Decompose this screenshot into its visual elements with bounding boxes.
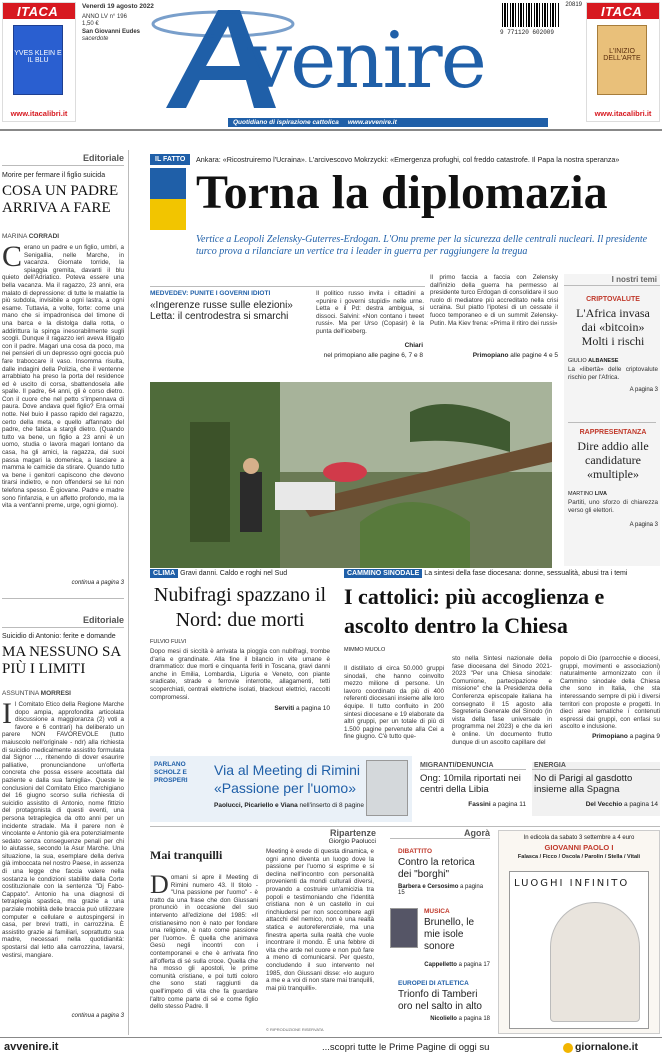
ref-page: a pagina 18 xyxy=(456,1016,490,1022)
ripartenze-credit: © RIPRODUZIONE RISERVATA xyxy=(266,1027,324,1032)
ref-label: Primopiano xyxy=(592,733,628,740)
dropcap: I xyxy=(2,701,12,730)
masthead-tagline: Quotidiano di ispirazione cattolica www.avvenire.it xyxy=(228,118,548,127)
temi-ref[interactable]: A pagina 3 xyxy=(629,522,658,529)
author-last: LIVA xyxy=(594,491,607,497)
editoriale-kicker: Morire per fermare il figlio suicida xyxy=(2,172,106,179)
author-last: CORRADI xyxy=(28,233,60,240)
meeting-title1: Via al Meeting di Rimini xyxy=(214,762,361,778)
clima-body: Dopo mesi di siccità è arrivata la pioggia con nubifragi, trombe d'aria e grandinate. Alla fine il bilancio in vite umane è drammatico: due morti e cinquanta feriti in Toscana, gravi danni anche in Emilia, Lombardia, Liguria e Veneto, con piante sradicate, strade e ferrovie interrotte, allagamenti, tetti scoperchiati, centrali elettriche isolati, blackout elettrici, raccolti compromessi. xyxy=(150,648,330,701)
lead-col2-ref[interactable] xyxy=(473,352,558,359)
temi-body: Partiti, uno sforzo di chiarezza verso gli elettori. xyxy=(568,499,658,514)
clima-header xyxy=(150,569,330,578)
ref-names: Nicoliello xyxy=(430,1016,457,1022)
temi-divider xyxy=(568,422,656,423)
itaca-logo: ITACA xyxy=(3,3,75,19)
saint: San Giovanni Eudes xyxy=(82,28,141,35)
editoriale-label: Editoriale xyxy=(2,615,124,628)
footer-text: ...scopri tutte le Prime Pagine di oggi su xyxy=(322,1042,490,1053)
ripartenze[interactable] xyxy=(150,828,376,1038)
clima-author: FULVIO FULVI xyxy=(150,639,187,645)
clima-tag: CLIMA xyxy=(150,569,178,578)
author-first: MARTINO xyxy=(568,491,595,497)
agora-label: Agorà xyxy=(390,828,490,839)
agora-item[interactable] xyxy=(424,908,490,953)
temi-body: La «libertà» delle criptovalute rischio per l'Africa. xyxy=(568,366,658,381)
barcode-num: 9 771120 602009 xyxy=(500,29,555,36)
promo-box[interactable] xyxy=(498,830,660,1034)
ref-page: nell'inserto di 8 pagine xyxy=(297,802,364,809)
promo-authors: Falasca / Ficco / Oscola / Parolin / Stella / Vitali xyxy=(517,854,641,860)
author-first: ASSUNTINA xyxy=(2,690,41,697)
temi-item[interactable] xyxy=(568,429,658,528)
agora-title: Brunello, le mie isole sonore xyxy=(424,917,475,952)
author-first: MARINA xyxy=(2,233,29,240)
author-last: ALBANESE xyxy=(588,358,619,364)
temi-label: I nostri temi xyxy=(564,274,660,286)
ref-names: Cappelletto xyxy=(424,962,457,968)
masthead-text: venire xyxy=(248,16,485,106)
footer-brand[interactable]: giornalone.it xyxy=(575,1041,638,1053)
ripartenze-col1 xyxy=(150,874,258,1034)
meeting-ref[interactable] xyxy=(214,802,364,809)
libia-title: Ong: 10mila riportati nei centri della Libia xyxy=(420,773,521,795)
storm-photo-svg xyxy=(150,382,552,568)
temi-author xyxy=(568,491,658,497)
itaca-book-cover xyxy=(13,25,63,95)
lead-col2[interactable] xyxy=(430,274,558,364)
price: 1,50 € xyxy=(82,21,99,27)
pope-portrait xyxy=(550,902,640,1022)
ripartenze-author: Giorgio Paolucci xyxy=(328,838,376,845)
energia-ref[interactable] xyxy=(532,801,660,808)
ref-label: Primopiano xyxy=(472,352,509,359)
agora-title: Contro la retorica dei "borghi" xyxy=(398,857,475,880)
editoriale-title: COSA UN PADRE ARRIVA A FARE xyxy=(2,183,119,216)
itaca-ad-right[interactable] xyxy=(586,2,660,122)
author-last: MORRESI xyxy=(40,690,71,697)
dropcap: C xyxy=(2,244,23,273)
ref-page: a pagina 15 xyxy=(398,884,484,896)
sinodo-col1: Il distillato di circa 50.000 gruppi sinodali, che hanno coinvolto mezzo milione di persone. Un lavoro coordinato da più di 400 referenti diocesani insieme alle loro équipe. Il tutto confluito in 200 sintesi diocesane e 19 elaborate da altri gruppi, per un totale di più di 1.500 pagine pervenute alla Cei a fine giugno. C'è tutto que- xyxy=(344,665,444,741)
libia-tag: MIGRANTI/DENUNCIA xyxy=(420,762,526,770)
sinodo-title: I cattolici: più accoglienza e ascolto dentro la Chiesa xyxy=(344,584,605,638)
agora-tag: EUROPEI DI ATLETICA xyxy=(398,980,469,987)
lead-col2-text: Il primo faccia a faccia con Zelensky dall'inizio della guerra ha permesso al presidente turco Erdogan di consolidare il suo ruolo di mediatore più accreditato nella crisi ucraina. Sul piatto l'ipotesi di un cessate il fuoco temporaneo e di un summit Zelensky-Putin. Ma Kiev frena: «Prima il ritiro dei russi» xyxy=(430,274,558,327)
agora-thumb xyxy=(390,908,418,948)
medvedev-title1: «Ingerenze russe sulle elezioni» xyxy=(150,300,293,311)
storm-photo[interactable] xyxy=(150,382,552,568)
ref-page: a pagina 14 xyxy=(622,801,658,808)
barcode-bars xyxy=(502,3,560,27)
temi-ref[interactable]: A pagina 3 xyxy=(629,387,658,394)
date: Venerdì 19 agosto 2022 xyxy=(82,3,154,10)
masthead-logo[interactable] xyxy=(148,4,528,116)
giornalone-icon xyxy=(563,1043,573,1053)
agora[interactable] xyxy=(390,828,490,1038)
lead-section[interactable] xyxy=(150,154,660,276)
medvedev-tag: MEDVEDEV: PUNITE I GOVERNI IDIOTI xyxy=(150,286,425,297)
agora-ref[interactable] xyxy=(398,962,490,968)
footer xyxy=(0,1037,662,1057)
ref-name: Serviti xyxy=(274,705,295,713)
medvedev-title2: Letta: il centrodestra si smarchi xyxy=(150,311,289,322)
barcode xyxy=(500,2,582,38)
itaca-url[interactable]: www.itacalibri.it xyxy=(10,109,68,118)
temi-author xyxy=(568,358,658,364)
divider xyxy=(2,598,124,599)
ref-name: Del Vecchio xyxy=(585,801,623,808)
editoriale-title: MA NESSUNO SA PIÙ I LIMITI xyxy=(2,644,121,677)
barcode-top: 20819 xyxy=(565,2,582,8)
ref-page: a pagina 11 xyxy=(490,801,526,808)
medvedev-author: Chiari xyxy=(404,342,423,349)
continua[interactable]: continua a pagina 3 xyxy=(71,580,124,586)
sinodo-story[interactable] xyxy=(344,569,660,746)
agora-title: Trionfo di Tamberi oro nel salto in alto xyxy=(398,989,482,1012)
editoriale-2[interactable] xyxy=(2,615,124,1033)
ripartenze-label: Ripartenze xyxy=(329,828,376,838)
energia-title: No di Parigi al gasdotto insieme alla Spagna xyxy=(534,773,633,795)
promo-cover xyxy=(509,871,649,1029)
nostri-temi[interactable] xyxy=(564,274,660,566)
clima-kicker: Gravi danni. Caldo e roghi nel Sud xyxy=(180,570,288,577)
agora-ref[interactable] xyxy=(398,884,490,896)
itaca-book-cover-right xyxy=(597,25,647,95)
book-title-right: L'INIZIO DELL'ARTE xyxy=(603,48,641,62)
column-divider xyxy=(128,150,129,1035)
clima-ref[interactable] xyxy=(150,705,330,712)
promo-magazine: LUOGHI INFINITO xyxy=(514,878,630,889)
ref-names: Paolucci, Picariello e Viana xyxy=(214,802,298,809)
saint-role: sacerdote xyxy=(82,36,109,42)
libia-ref[interactable] xyxy=(420,801,526,808)
agora-tag: MUSICA xyxy=(424,908,450,915)
clima-story[interactable] xyxy=(150,569,330,739)
sinodo-col2: sto nella Sintesi nazionale della fase diocesana del Sinodo 2021-2023 "Per una Chiesa sinodale: Comunione, partecipazione e missione" che la Presidenza della Conferenza episcopale italiana ha consegnato il 15 agosto alla Segreteria Generale del Sinodo (in vista della fase universale in programma nel 2023) e che da ieri è online. Un documento frutto dunque di un ascolto capillare del xyxy=(452,655,552,746)
editoriale-body xyxy=(2,244,124,578)
sinodo-col3: popolo di Dio (parrocchie e diocesi, gruppi, movimenti e associazioni) naturalmente armonizzato con il Cammino sinodale della Chiesa che sono in Italia, che sta interessando sempre di più i diversi territori con proposte e progetti. In dieci aree tematiche i contenuti espressi dai gruppi, con enfasi su ascolto e inclusione. xyxy=(560,655,660,731)
energia-box[interactable] xyxy=(532,762,660,816)
header-rule xyxy=(0,129,662,131)
ripartenze-title: Mai tranquilli xyxy=(150,848,223,862)
editoriale-author xyxy=(2,690,124,697)
ref-page: a pagina 9 xyxy=(627,733,660,740)
temi-title: Dire addio alle candidature «multiple» xyxy=(577,439,649,481)
temi-tag: RAPPRESENTANZA xyxy=(579,429,647,436)
editoriale-author xyxy=(2,233,124,240)
editoriale-1[interactable] xyxy=(2,153,124,591)
col1-text: omani si apre il Meeting di Rimini numero 43. Il titolo - "Una passione per l'uomo" - è tratto da una frase che don Giussani pronunciò in occasione del suo intervento all'edizione del 1985: «Il cristianesimo non è nato per fondare una religione, è nato come passione per l'uomo». È quella che animava Gesù negli incontri con i contemporanei e che è arrivata fino all'offerta di sé sulla croce. Quella che ha mosso gli apostoli, le prime comunità cristiane, e poi tutti coloro che sono stati raggiunti da quell'impeto di vita che fa guardare l'altro come parte di sé e come figlio dello stesso Padre. Il xyxy=(150,874,258,1011)
ref-pages: alle pagine 4 e 5 xyxy=(508,352,558,359)
itaca-logo-right: ITACA xyxy=(587,3,659,19)
temi-item[interactable] xyxy=(568,296,658,393)
meeting-box[interactable] xyxy=(150,756,412,822)
promo-name: GIOVANNI PAOLO I xyxy=(544,843,614,852)
energia-tag: ENERGIA xyxy=(532,762,660,770)
body-text: l Comitato Etico della Regione Marche dopo ampia, approfondita articolata discussione a maggioranza (2) voti a favore e 6 contrari) ha deliberato un parere NON FAVOREVOLE (tutto maiuscolo nell'originale - ndr) alla richiesta di suicidio medicalmente assistito formulata dal Signor …, ritenendo di dover esaurire palliative, pronunciandone un'offerta concreta che possa essere accettata dal paziente e dalla sua famiglia». Queste le conclusioni del Comitato Etico marchigiano del 16 giugno scorso sulla richiesta di suicidio assistito di Antonio, nome fittizio del protagonista di questi eventi, una persona tetraplegica da otto anni per un incidente stradale. Ma il parere non è vincolante e Antonio già era potenzialmente sedato senza conseguenze penali per chi lo aiutasse, secondo la Asur Marche. Una situazione, la sua, esemplare della deriva già imboccata nel nostro Paese, in assenza di una legge che faccia valere nella sostanza le condizioni stabilite dalla Corte costituzionale con la sentenza "Dj Fabo-Cappato". Antonio ha una diagnosi di tetraplegia spastica, ma grazie a una parziale mobilità delle braccia può utilizzare computer e cellulare e autospingersi in casa, per brevi tratti, in carrozzina. È assistito grazie ai familiari, soprattutto sua madre, necessari nella quotidianità: spostarsi dal letto alla carrozzina, lavarsi, vestirsi, mangiare. xyxy=(2,701,124,959)
agora-ref[interactable] xyxy=(398,1016,490,1022)
body-text: erano un padre e un figlio, umbri, a Senigallia, nelle Marche, in vacanza. Giornate torride, la spiaggia gremita, davanti il blu quieto dell'Adriatico. Poteva essere una bella vacanza. Ma il ragazzo, 23 anni, era malato di depressione: di tutte le malattie la più subdola, invisibile a ogni lastra, a ogni esame. Tuttavia, a volte, forte: come una mano che si impadronisca del timone di una barca e la distolga dalla rotta, o addirittura la spinga inesorabilmente sugli scogli. Dunque il ragazzo ieri aveva litigato con il padre. Magari una cosa da poco, ma nei pensieri di un depresso ogni goccia può fare traboccare il vaso. Insomma risulta, dalle indagini della Polizia, che il ventenne arrabbiato ha preso la porta del residence ed è uscito di corsa, sbattendosela alle spalle. Il padre, 64 anni, gli è corso dietro. Con il cuore che nel petto s'impennava di paura. Dove andava quel figlio? Era ormai notte. Nel buio il passo rapido del ragazzo, certo della meta, e quello affannato del padre, che fatica a stargli dietro. (Quando tutto va bene, un figlio a 23 anni è un uomo, studia o lavora magari lontano da casa, ha gli amici, la ragazza, dai suoi passa magari la domenica, a lasciare a mamma le camicie da stirare. Quando tutto va bene i genitori capiscono che devono tirarsi indietro, e non offendersi se lui non telefona spesso. È giovane. Padre e madre sono l'infanzia, e un affetto profondo, ma la vita a vent'anni preme, urge, ogni giorno). xyxy=(2,244,124,510)
strip-rule xyxy=(150,826,660,827)
itaca-url-right[interactable]: www.itacalibri.it xyxy=(594,109,652,118)
ripartenze-col2: Meeting è erede di questa dinamica, e ogni anno diventa un luogo dove la passione per l'uomo si esprime e si declina nell'incontro con personalità provenienti da mondi culturali diversi, provando a costruire un'amicizia tra popoli e testimoniando che l'identità cristiana non è un castello in cui rinchiudersi per non soccombere agli attacchi del nemico, non è una realtà statica e autoreferenziale, ma una finestra aperta sulla realtà che vuole incontrare il mondo. È una febbre di vita che arde nel cuore e non può fare a meno di comunicarsi. Per questo, concludendo il suo intervento nel 1985, don Giussani disse: «Io auguro a me e a voi di non stare mai tranquilli, mai più tranquilli». xyxy=(266,848,374,992)
book-title: YVES KLEIN E IL BLU xyxy=(14,50,62,64)
agora-item[interactable] xyxy=(398,980,490,1022)
il-fatto-tag: IL FATTO xyxy=(150,154,190,165)
medvedev-body: Il politico russo invita i cittadini a «punire i governi stupidi» nelle urne. Letta e il Pd: destra ambigua, si dissoci. Salvini: «Non contano i tweet russi». Ma per Urso (Copasir) è la punta dell'iceberg. xyxy=(316,290,424,335)
continua[interactable]: continua a pagina 3 xyxy=(71,1013,124,1019)
lead-subtitle: Vertice a Leopoli Zelensky-Guterres-Erdogan. L'Onu preme per la sicurezza delle centrali nucleari. Il presidente turco prova a rilanciare un vertice tra i leader in guerra per raggiungere la tregua xyxy=(196,234,648,257)
temi-title: L'Africa invasa dai «bitcoin» Molti i rischi xyxy=(576,306,650,348)
ukraine-flag xyxy=(150,168,186,230)
lead-title: Torna la diplomazia xyxy=(196,166,608,219)
editoriale-body xyxy=(2,701,124,1011)
dropcap: D xyxy=(150,874,169,899)
meeting-tag: PARLANO SCHOLZ E PROSPERI xyxy=(154,761,188,784)
editoriale-kicker: Suicidio di Antonio: ferite e domande xyxy=(2,633,116,640)
temi-tag: CRIPTOVALUTE xyxy=(586,296,640,303)
libia-box[interactable] xyxy=(420,762,526,816)
meeting-thumb xyxy=(366,760,408,816)
ref-page: a pagina 10 xyxy=(294,705,330,713)
sinodo-tag: CAMMINO SINODALE xyxy=(344,569,422,578)
medvedev-box[interactable] xyxy=(150,286,425,366)
agora-tag: DIBATTITO xyxy=(398,848,433,855)
lead-top-kicker: Ankara: «Ricostruiremo l'Ucraina». L'arcivescovo Mokrzycki: «Emergenza profughi, col freddo catastrofe. Il Papa la nostra speranza» xyxy=(196,155,620,164)
ref-names: Barbera e Cersosimo xyxy=(398,884,459,890)
sinodo-header xyxy=(344,569,660,578)
meeting-title2: «Passione per l'uomo» xyxy=(214,780,356,796)
footer-site[interactable]: avvenire.it xyxy=(4,1041,59,1053)
clima-title: Nubifragi spazzano il Nord: due morti xyxy=(153,584,327,631)
sinodo-kicker: La sintesi della fase diocesana: donne, sessualità, abusi tra i temi xyxy=(424,570,628,577)
author-first: GIULIO xyxy=(568,358,589,364)
anno: ANNO LV n° 196 xyxy=(82,13,127,20)
itaca-ad-left[interactable] xyxy=(2,2,76,122)
editoriale-label: Editoriale xyxy=(2,153,124,166)
sinodo-ref[interactable] xyxy=(592,733,660,740)
promo-line1: In edicola da sabato 3 settembre a 4 euro xyxy=(523,835,635,841)
sinodo-author: MIMMO MUOLO xyxy=(344,647,386,653)
agora-item[interactable] xyxy=(398,848,490,896)
ref-name: Fassini xyxy=(468,801,491,808)
ref-page: a pagina 17 xyxy=(456,962,490,968)
medvedev-ref[interactable]: nel primopiano alle pagine 6, 7 e 8 xyxy=(323,352,423,359)
